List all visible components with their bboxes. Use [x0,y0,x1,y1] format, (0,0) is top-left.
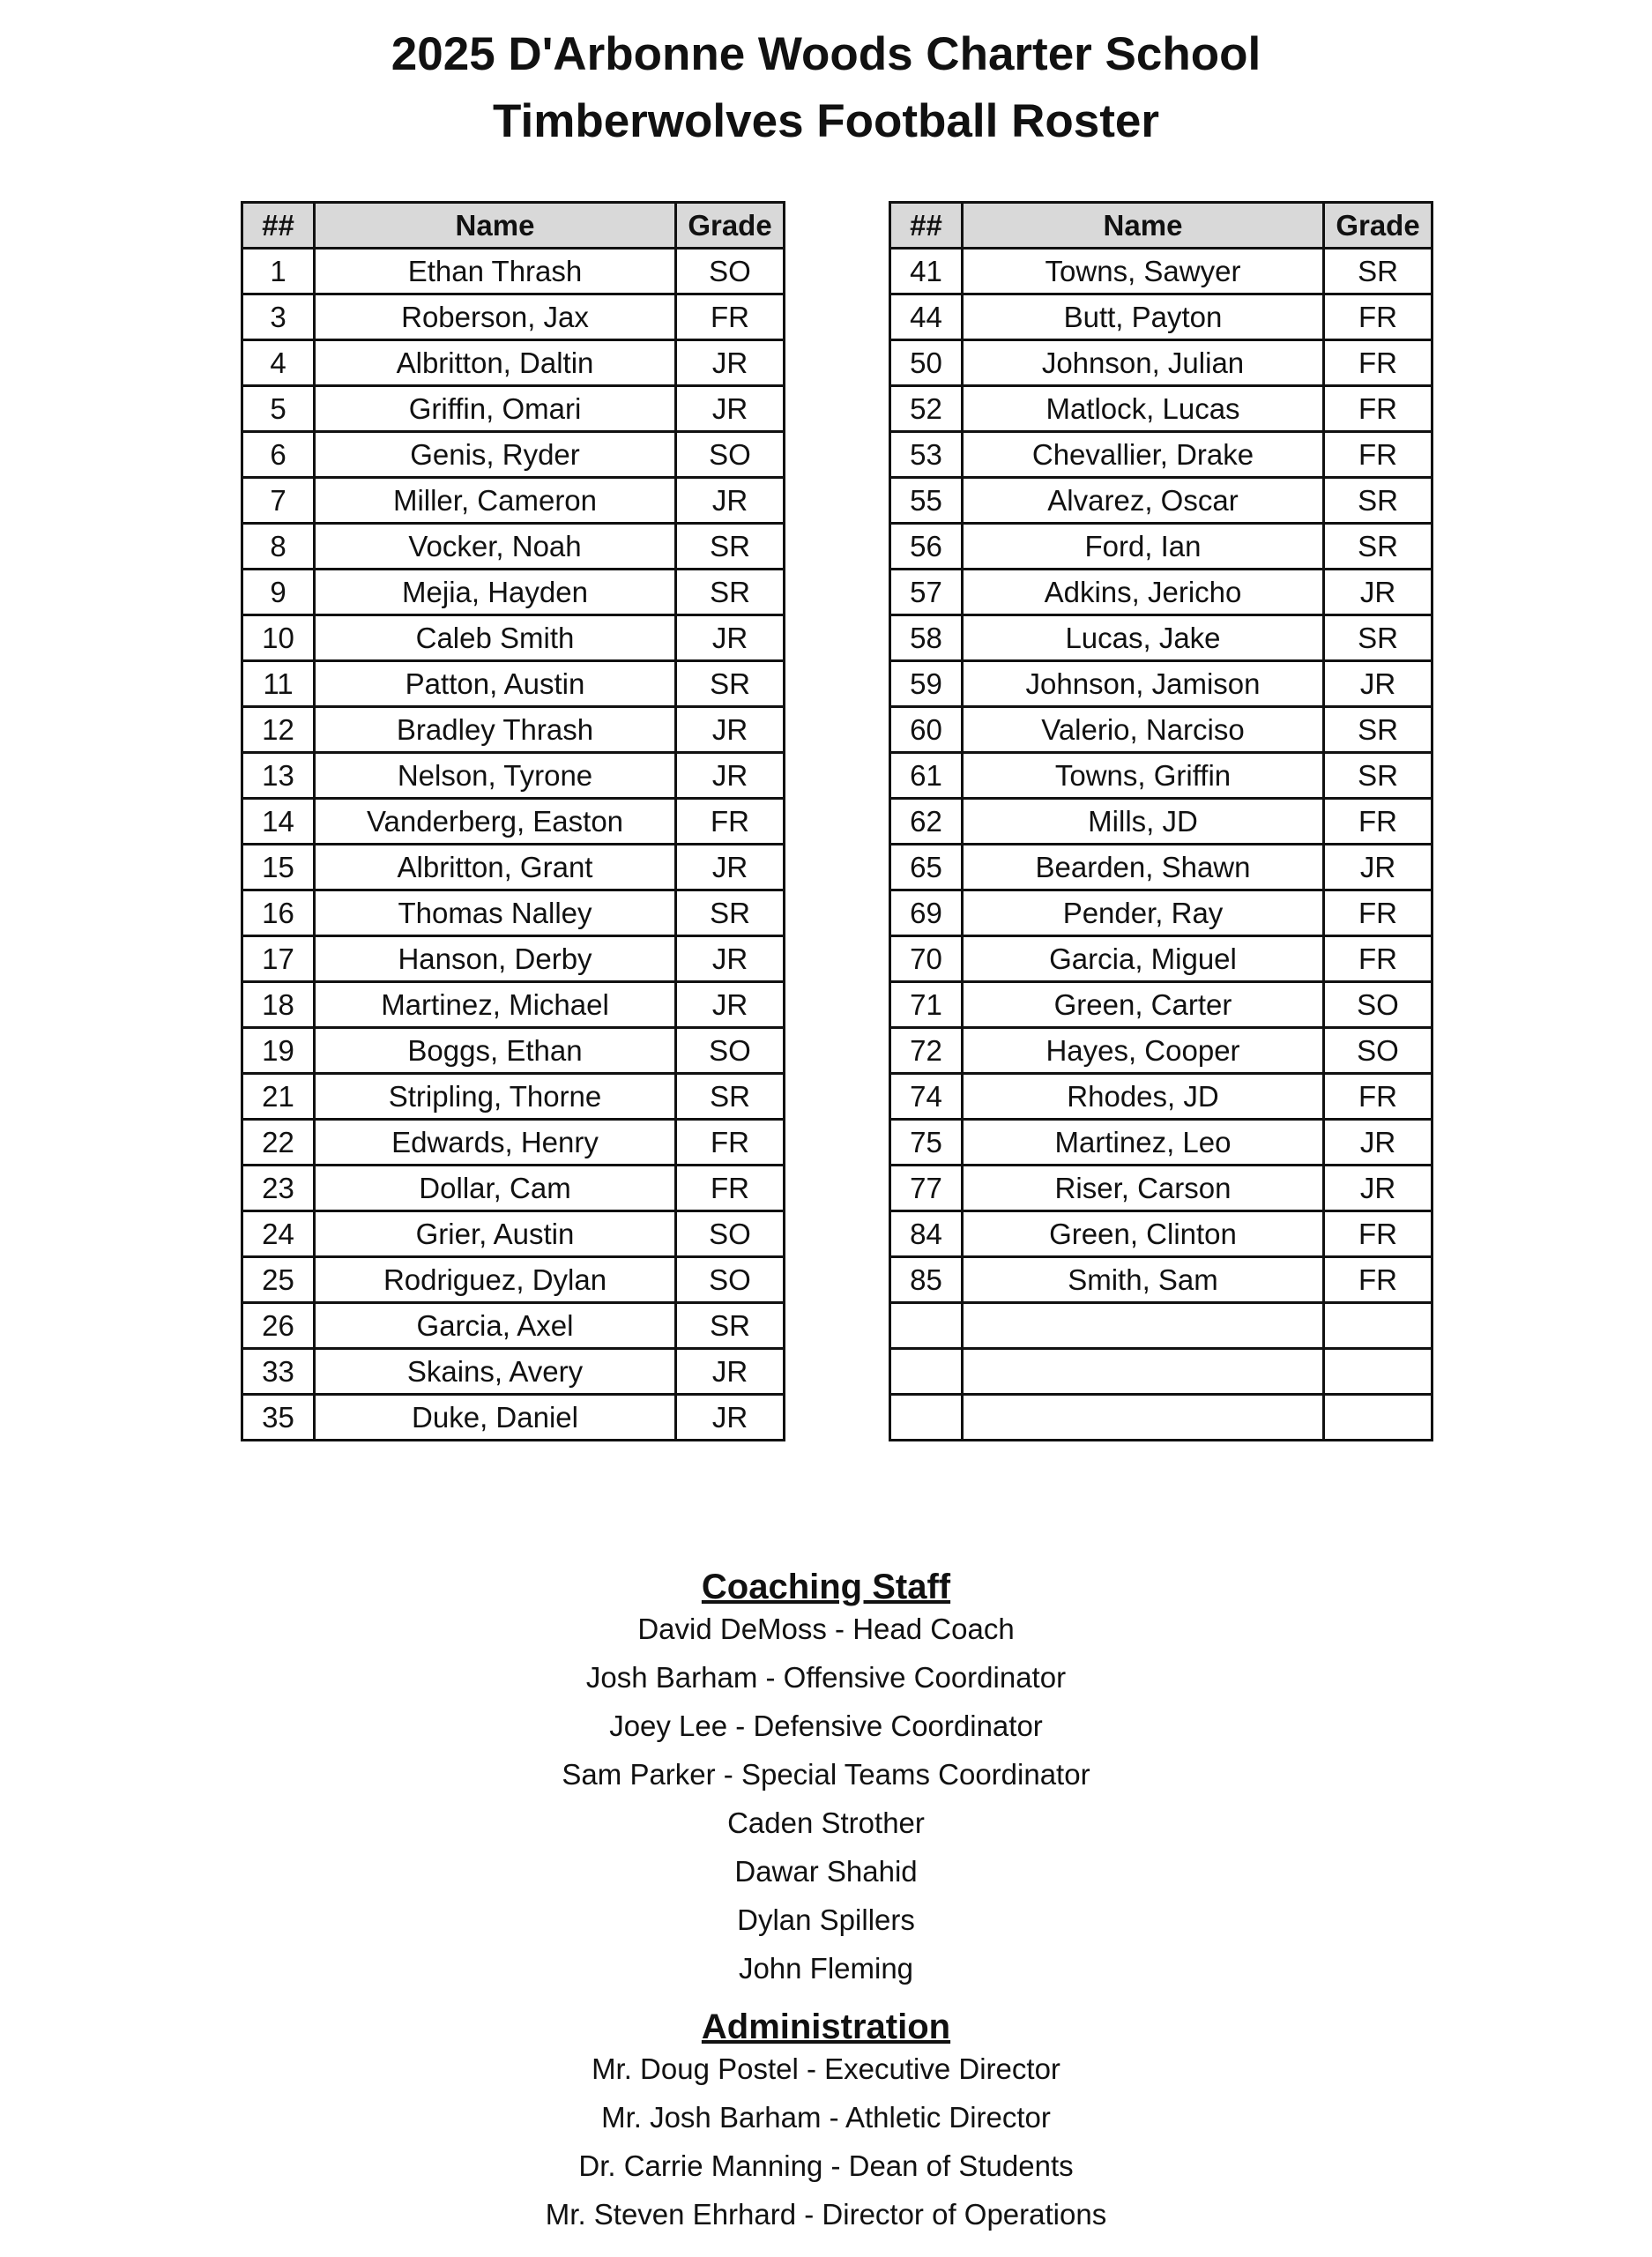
player-name: Vanderberg, Easton [315,799,676,845]
player-number: 21 [242,1074,315,1120]
player-grade: JR [1324,1166,1432,1211]
player-name: Lucas, Jake [963,615,1324,661]
player-number: 18 [242,982,315,1028]
player-grade: JR [1324,570,1432,615]
player-grade: JR [676,478,785,524]
player-name: Hayes, Cooper [963,1028,1324,1074]
player-grade: JR [1324,845,1432,890]
table-row [242,661,785,707]
player-name: Green, Clinton [963,1211,1324,1257]
player-name: Boggs, Ethan [315,1028,676,1074]
player-name: Towns, Griffin [963,753,1324,799]
player-grade: FR [1324,890,1432,936]
table-row [890,1395,1432,1441]
player-number: 22 [242,1120,315,1166]
player-number: 12 [242,707,315,753]
player-name: Albritton, Daltin [315,340,676,386]
table-row [890,524,1432,570]
player-name: Ethan Thrash [315,249,676,294]
table-row [242,1028,785,1074]
table-row [890,478,1432,524]
player-number: 75 [890,1120,963,1166]
table-row [890,1257,1432,1303]
admin-entry: Mr. Josh Barham - Athletic Director [601,2101,1051,2134]
player-name: Smith, Sam [963,1257,1324,1303]
table-row [890,1166,1432,1211]
table-row [242,753,785,799]
table-row [242,294,785,340]
player-grade: FR [1324,1257,1432,1303]
table-row [242,1120,785,1166]
player-number: 26 [242,1303,315,1349]
player-number: 4 [242,340,315,386]
header-name: Name [963,203,1324,249]
player-grade: SO [1324,1028,1432,1074]
coach-entry: Dawar Shahid [734,1855,918,1888]
player-name: Rodriguez, Dylan [315,1257,676,1303]
player-number: 17 [242,936,315,982]
player-name: Martinez, Leo [963,1120,1324,1166]
player-grade: SO [676,1028,785,1074]
roster-table-left [241,201,785,1441]
player-number: 14 [242,799,315,845]
player-grade: SR [676,570,785,615]
player-number: 44 [890,294,963,340]
player-number: 84 [890,1211,963,1257]
administration-heading: Administration [701,2007,951,2046]
player-number: 61 [890,753,963,799]
player-grade: FR [1324,936,1432,982]
player-grade: FR [1324,386,1432,432]
player-number: 25 [242,1257,315,1303]
player-number: 7 [242,478,315,524]
player-grade: SR [676,1074,785,1120]
player-grade: SO [676,1211,785,1257]
roster-subtitle: Timberwolves Football Roster [493,95,1159,147]
table-row [242,1257,785,1303]
player-name: Grier, Austin [315,1211,676,1257]
player-grade: JR [676,1349,785,1395]
player-name: Johnson, Julian [963,340,1324,386]
table-row [890,570,1432,615]
header-grade: Grade [676,203,785,249]
player-number: 59 [890,661,963,707]
player-number: 50 [890,340,963,386]
table-row [890,707,1432,753]
table-header-row [242,203,785,249]
player-grade: SR [1324,707,1432,753]
admin-entry: Mr. Steven Ehrhard - Director of Operations [545,2198,1107,2231]
player-grade: SR [676,524,785,570]
player-number [890,1349,963,1395]
player-name: Bradley Thrash [315,707,676,753]
player-grade: FR [1324,1074,1432,1120]
table-row [890,1303,1432,1349]
player-number: 5 [242,386,315,432]
player-number: 55 [890,478,963,524]
player-number: 69 [890,890,963,936]
header-grade: Grade [1324,203,1432,249]
player-grade: FR [676,294,785,340]
player-grade: JR [676,340,785,386]
player-name: Griffin, Omari [315,386,676,432]
table-row [890,615,1432,661]
admin-entry: Dr. Carrie Manning - Dean of Students [578,2149,1074,2182]
player-name: Stripling, Thorne [315,1074,676,1120]
player-name: Mejia, Hayden [315,570,676,615]
player-number: 19 [242,1028,315,1074]
player-name: Hanson, Derby [315,936,676,982]
table-row [890,845,1432,890]
coaching-staff-heading: Coaching Staff [701,1568,951,1606]
player-name: Adkins, Jericho [963,570,1324,615]
player-grade [1324,1303,1432,1349]
table-row [890,294,1432,340]
player-number: 10 [242,615,315,661]
player-name: Alvarez, Oscar [963,478,1324,524]
player-grade: SR [1324,478,1432,524]
player-name: Dollar, Cam [315,1166,676,1211]
player-name: Miller, Cameron [315,478,676,524]
table-row [242,524,785,570]
player-number: 9 [242,570,315,615]
player-grade: FR [676,1120,785,1166]
player-grade: FR [1324,1211,1432,1257]
player-number: 41 [890,249,963,294]
coach-entry: Caden Strother [727,1806,925,1839]
player-grade: SR [676,890,785,936]
player-grade: JR [676,753,785,799]
admin-entry: Mr. Doug Postel - Executive Director [592,2052,1060,2085]
table-row [242,845,785,890]
player-grade: JR [1324,1120,1432,1166]
player-grade: FR [1324,340,1432,386]
player-name: Green, Carter [963,982,1324,1028]
coach-entry: Joey Lee - Defensive Coordinator [609,1710,1043,1742]
player-number: 65 [890,845,963,890]
table-row [242,615,785,661]
table-header-row [890,203,1432,249]
table-row [890,1028,1432,1074]
table-row [242,386,785,432]
player-number: 58 [890,615,963,661]
player-grade [1324,1395,1432,1441]
player-name: Caleb Smith [315,615,676,661]
player-name: Ford, Ian [963,524,1324,570]
player-name: Edwards, Henry [315,1120,676,1166]
table-row [890,936,1432,982]
player-number: 52 [890,386,963,432]
table-row [242,1395,785,1441]
player-name: Skains, Avery [315,1349,676,1395]
player-name: Valerio, Narciso [963,707,1324,753]
table-row [890,340,1432,386]
player-name: Martinez, Michael [315,982,676,1028]
player-grade: SO [1324,982,1432,1028]
player-number: 53 [890,432,963,478]
table-row [242,890,785,936]
player-number: 8 [242,524,315,570]
coach-entry: Dylan Spillers [737,1903,915,1936]
table-row [242,340,785,386]
player-number: 85 [890,1257,963,1303]
header-number: ## [890,203,963,249]
table-row [890,1120,1432,1166]
table-row [890,249,1432,294]
roster-title: 2025 D'Arbonne Woods Charter School [391,28,1261,80]
player-number: 70 [890,936,963,982]
player-number: 24 [242,1211,315,1257]
player-grade: JR [676,615,785,661]
table-row [890,982,1432,1028]
player-number: 33 [242,1349,315,1395]
table-row [242,249,785,294]
table-row [242,799,785,845]
coach-entry: Sam Parker - Special Teams Coordinator [562,1758,1090,1791]
player-grade: SO [676,249,785,294]
player-grade: SR [1324,753,1432,799]
player-name: Pender, Ray [963,890,1324,936]
player-name: Vocker, Noah [315,524,676,570]
coach-entry: David DeMoss - Head Coach [637,1613,1015,1645]
player-name: Johnson, Jamison [963,661,1324,707]
player-name: Butt, Payton [963,294,1324,340]
player-number: 74 [890,1074,963,1120]
player-grade: SR [1324,615,1432,661]
table-row [890,753,1432,799]
table-row [242,936,785,982]
player-number: 35 [242,1395,315,1441]
table-row [242,432,785,478]
player-name: Towns, Sawyer [963,249,1324,294]
player-name: Mills, JD [963,799,1324,845]
header-number: ## [242,203,315,249]
table-row [890,799,1432,845]
player-name: Thomas Nalley [315,890,676,936]
player-number [890,1395,963,1441]
player-name: Genis, Ryder [315,432,676,478]
player-grade: JR [1324,661,1432,707]
roster-table-right [889,201,1433,1441]
player-name: Riser, Carson [963,1166,1324,1211]
player-name: Rhodes, JD [963,1074,1324,1120]
player-number: 56 [890,524,963,570]
table-row [242,1074,785,1120]
player-number: 71 [890,982,963,1028]
player-grade: JR [676,1395,785,1441]
table-row [890,1074,1432,1120]
player-number: 1 [242,249,315,294]
table-row [890,386,1432,432]
player-grade: JR [676,936,785,982]
player-number: 23 [242,1166,315,1211]
player-name: Nelson, Tyrone [315,753,676,799]
player-grade: FR [1324,799,1432,845]
table-row [242,1349,785,1395]
player-number: 13 [242,753,315,799]
player-name: Roberson, Jax [315,294,676,340]
player-grade: SR [676,661,785,707]
player-number: 60 [890,707,963,753]
table-row [242,1211,785,1257]
coach-entry: Josh Barham - Offensive Coordinator [585,1661,1067,1694]
player-number: 3 [242,294,315,340]
player-name [963,1303,1324,1349]
player-grade: SO [676,1257,785,1303]
table-row [890,661,1432,707]
player-name: Garcia, Miguel [963,936,1324,982]
player-number: 15 [242,845,315,890]
player-grade: FR [676,799,785,845]
player-grade [1324,1349,1432,1395]
player-grade: FR [1324,432,1432,478]
table-row [242,982,785,1028]
player-grade: SR [676,1303,785,1349]
player-grade: JR [676,845,785,890]
player-name: Albritton, Grant [315,845,676,890]
player-number: 6 [242,432,315,478]
player-number: 77 [890,1166,963,1211]
table-row [242,1303,785,1349]
player-number [890,1303,963,1349]
player-name: Matlock, Lucas [963,386,1324,432]
player-name [963,1395,1324,1441]
player-number: 72 [890,1028,963,1074]
player-name: Duke, Daniel [315,1395,676,1441]
player-name: Patton, Austin [315,661,676,707]
coach-entry: John Fleming [738,1952,914,1985]
table-row [242,1166,785,1211]
player-grade: SO [676,432,785,478]
player-name: Chevallier, Drake [963,432,1324,478]
player-name [963,1349,1324,1395]
player-grade: JR [676,386,785,432]
player-number: 11 [242,661,315,707]
table-row [890,1211,1432,1257]
table-row [242,570,785,615]
player-number: 16 [242,890,315,936]
table-row [890,1349,1432,1395]
player-grade: SR [1324,249,1432,294]
table-row [242,707,785,753]
player-grade: JR [676,707,785,753]
player-name: Garcia, Axel [315,1303,676,1349]
header-name: Name [315,203,676,249]
player-grade: FR [676,1166,785,1211]
table-row [242,478,785,524]
player-number: 57 [890,570,963,615]
table-row [890,432,1432,478]
table-row [890,890,1432,936]
player-name: Bearden, Shawn [963,845,1324,890]
player-grade: JR [676,982,785,1028]
player-grade: SR [1324,524,1432,570]
player-grade: FR [1324,294,1432,340]
player-number: 62 [890,799,963,845]
